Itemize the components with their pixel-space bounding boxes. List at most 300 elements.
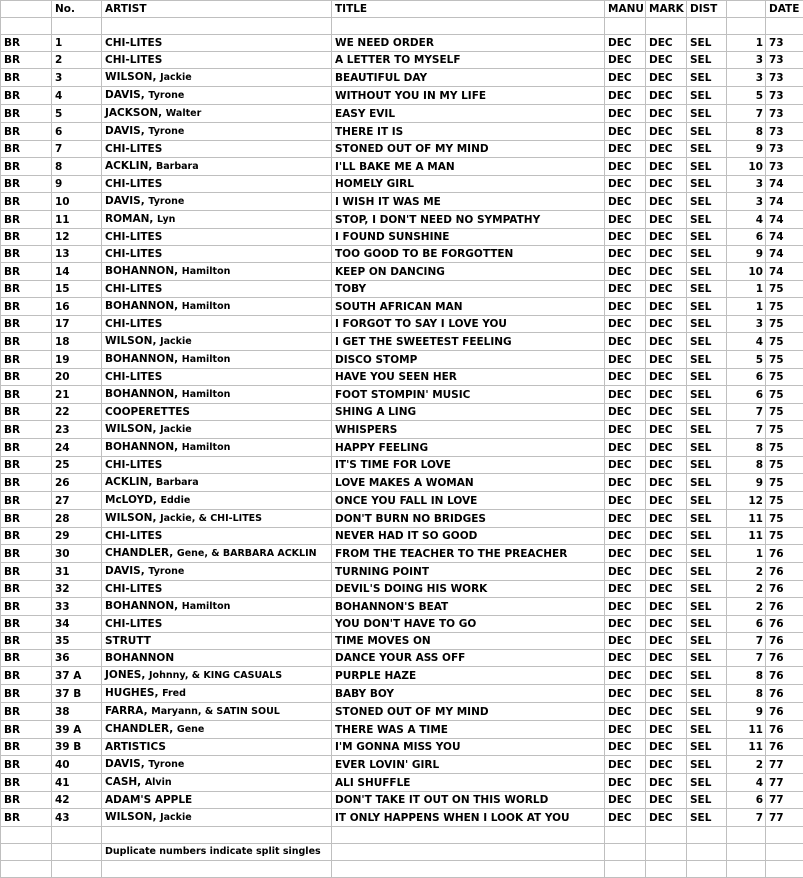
cell[interactable] [102, 861, 332, 878]
manu-cell[interactable]: DEC [605, 123, 646, 141]
label-cell[interactable]: BR [1, 386, 52, 404]
month-cell[interactable]: 9 [727, 474, 766, 492]
header-cell-dist[interactable]: DIST [687, 1, 727, 18]
mark-cell[interactable]: DEC [646, 193, 687, 211]
mark-cell[interactable]: DEC [646, 333, 687, 351]
manu-cell[interactable]: DEC [605, 281, 646, 298]
label-cell[interactable]: BR [1, 510, 52, 528]
artist-cell[interactable] [102, 298, 332, 316]
header-cell-month[interactable] [727, 1, 766, 18]
mark-cell[interactable]: DEC [646, 263, 687, 281]
month-cell[interactable]: 1 [727, 298, 766, 316]
year-cell[interactable]: 73 [766, 87, 803, 105]
note-cell[interactable]: Duplicate numbers indicate split singles [102, 844, 332, 861]
label-cell[interactable]: BR [1, 87, 52, 105]
title-cell[interactable]: DON'T TAKE IT OUT ON THIS WORLD [332, 792, 605, 809]
month-cell[interactable]: 6 [727, 792, 766, 809]
label-cell[interactable]: BR [1, 739, 52, 756]
mark-cell[interactable]: DEC [646, 650, 687, 667]
title-cell[interactable]: I FOUND SUNSHINE [332, 229, 605, 246]
label-cell[interactable]: BR [1, 492, 52, 510]
cell[interactable] [766, 18, 803, 35]
manu-cell[interactable]: DEC [605, 69, 646, 87]
artist-cell[interactable] [102, 685, 332, 703]
dist-cell[interactable]: SEL [687, 421, 727, 439]
label-cell[interactable]: BR [1, 581, 52, 598]
title-cell[interactable]: ALI SHUFFLE [332, 774, 605, 792]
number-cell[interactable]: 1 [52, 35, 102, 52]
dist-cell[interactable]: SEL [687, 176, 727, 193]
year-cell[interactable]: 73 [766, 158, 803, 176]
month-cell[interactable]: 6 [727, 229, 766, 246]
label-cell[interactable]: BR [1, 141, 52, 158]
artist-cell[interactable] [102, 492, 332, 510]
month-cell[interactable]: 6 [727, 616, 766, 633]
month-cell[interactable]: 11 [727, 510, 766, 528]
cell[interactable] [646, 18, 687, 35]
year-cell[interactable]: 76 [766, 685, 803, 703]
year-cell[interactable]: 76 [766, 563, 803, 581]
cell[interactable] [766, 861, 803, 878]
title-cell[interactable]: TIME MOVES ON [332, 633, 605, 650]
cell[interactable] [332, 827, 605, 844]
dist-cell[interactable]: SEL [687, 581, 727, 598]
cell[interactable] [727, 18, 766, 35]
dist-cell[interactable]: SEL [687, 633, 727, 650]
header-cell-title[interactable]: TITLE [332, 1, 605, 18]
month-cell[interactable]: 9 [727, 703, 766, 721]
manu-cell[interactable]: DEC [605, 421, 646, 439]
label-cell[interactable]: BR [1, 685, 52, 703]
label-cell[interactable]: BR [1, 616, 52, 633]
artist-cell[interactable] [102, 667, 332, 685]
year-cell[interactable]: 74 [766, 193, 803, 211]
label-cell[interactable]: BR [1, 439, 52, 457]
month-cell[interactable]: 1 [727, 281, 766, 298]
year-cell[interactable]: 75 [766, 333, 803, 351]
cell[interactable] [102, 827, 332, 844]
label-cell[interactable]: BR [1, 211, 52, 229]
dist-cell[interactable]: SEL [687, 650, 727, 667]
dist-cell[interactable]: SEL [687, 263, 727, 281]
artist-cell[interactable] [102, 193, 332, 211]
title-cell[interactable]: IT ONLY HAPPENS WHEN I LOOK AT YOU [332, 809, 605, 827]
cell[interactable] [766, 827, 803, 844]
month-cell[interactable]: 4 [727, 333, 766, 351]
label-cell[interactable]: BR [1, 667, 52, 685]
mark-cell[interactable]: DEC [646, 351, 687, 369]
mark-cell[interactable]: DEC [646, 563, 687, 581]
title-cell[interactable]: I'M GONNA MISS YOU [332, 739, 605, 756]
year-cell[interactable]: 75 [766, 281, 803, 298]
manu-cell[interactable]: DEC [605, 105, 646, 123]
manu-cell[interactable]: DEC [605, 492, 646, 510]
dist-cell[interactable]: SEL [687, 563, 727, 581]
year-cell[interactable]: 76 [766, 633, 803, 650]
year-cell[interactable]: 76 [766, 581, 803, 598]
title-cell[interactable]: WITHOUT YOU IN MY LIFE [332, 87, 605, 105]
year-cell[interactable]: 75 [766, 369, 803, 386]
year-cell[interactable]: 77 [766, 792, 803, 809]
mark-cell[interactable]: DEC [646, 176, 687, 193]
artist-cell[interactable] [102, 105, 332, 123]
manu-cell[interactable]: DEC [605, 333, 646, 351]
cell[interactable] [102, 18, 332, 35]
dist-cell[interactable]: SEL [687, 598, 727, 616]
manu-cell[interactable]: DEC [605, 774, 646, 792]
month-cell[interactable]: 7 [727, 404, 766, 421]
header-cell-date[interactable]: DATE [766, 1, 803, 18]
label-cell[interactable]: BR [1, 35, 52, 52]
year-cell[interactable]: 75 [766, 510, 803, 528]
cell[interactable] [687, 844, 727, 861]
year-cell[interactable]: 74 [766, 263, 803, 281]
month-cell[interactable]: 6 [727, 369, 766, 386]
number-cell[interactable]: 6 [52, 123, 102, 141]
mark-cell[interactable]: DEC [646, 298, 687, 316]
dist-cell[interactable]: SEL [687, 739, 727, 756]
cell[interactable] [727, 861, 766, 878]
number-cell[interactable]: 39 A [52, 721, 102, 739]
dist-cell[interactable]: SEL [687, 123, 727, 141]
manu-cell[interactable]: DEC [605, 404, 646, 421]
title-cell[interactable]: SOUTH AFRICAN MAN [332, 298, 605, 316]
year-cell[interactable]: 75 [766, 439, 803, 457]
cell[interactable] [1, 861, 52, 878]
dist-cell[interactable]: SEL [687, 404, 727, 421]
number-cell[interactable]: 22 [52, 404, 102, 421]
cell[interactable] [646, 861, 687, 878]
manu-cell[interactable]: DEC [605, 369, 646, 386]
artist-cell[interactable] [102, 598, 332, 616]
number-cell[interactable]: 3 [52, 69, 102, 87]
title-cell[interactable]: THERE WAS A TIME [332, 721, 605, 739]
mark-cell[interactable]: DEC [646, 35, 687, 52]
number-cell[interactable]: 37 B [52, 685, 102, 703]
number-cell[interactable]: 35 [52, 633, 102, 650]
dist-cell[interactable]: SEL [687, 193, 727, 211]
manu-cell[interactable]: DEC [605, 141, 646, 158]
artist-cell[interactable] [102, 351, 332, 369]
mark-cell[interactable]: DEC [646, 386, 687, 404]
number-cell[interactable]: 31 [52, 563, 102, 581]
title-cell[interactable]: DON'T BURN NO BRIDGES [332, 510, 605, 528]
year-cell[interactable]: 76 [766, 739, 803, 756]
month-cell[interactable]: 4 [727, 211, 766, 229]
title-cell[interactable]: HAVE YOU SEEN HER [332, 369, 605, 386]
cell[interactable] [766, 844, 803, 861]
artist-cell[interactable] [102, 474, 332, 492]
label-cell[interactable]: BR [1, 229, 52, 246]
label-cell[interactable]: BR [1, 598, 52, 616]
mark-cell[interactable]: DEC [646, 211, 687, 229]
dist-cell[interactable]: SEL [687, 35, 727, 52]
month-cell[interactable]: 2 [727, 756, 766, 774]
artist-cell[interactable] [102, 281, 332, 298]
mark-cell[interactable]: DEC [646, 492, 687, 510]
month-cell[interactable]: 8 [727, 439, 766, 457]
number-cell[interactable]: 9 [52, 176, 102, 193]
dist-cell[interactable]: SEL [687, 281, 727, 298]
mark-cell[interactable]: DEC [646, 739, 687, 756]
month-cell[interactable]: 6 [727, 386, 766, 404]
artist-cell[interactable] [102, 510, 332, 528]
artist-cell[interactable] [102, 457, 332, 474]
mark-cell[interactable]: DEC [646, 685, 687, 703]
manu-cell[interactable]: DEC [605, 474, 646, 492]
title-cell[interactable]: TURNING POINT [332, 563, 605, 581]
dist-cell[interactable]: SEL [687, 545, 727, 563]
title-cell[interactable]: TOBY [332, 281, 605, 298]
label-cell[interactable]: BR [1, 721, 52, 739]
mark-cell[interactable]: DEC [646, 87, 687, 105]
cell[interactable] [52, 861, 102, 878]
title-cell[interactable]: BOHANNON'S BEAT [332, 598, 605, 616]
manu-cell[interactable]: DEC [605, 616, 646, 633]
artist-cell[interactable] [102, 563, 332, 581]
dist-cell[interactable]: SEL [687, 141, 727, 158]
artist-cell[interactable] [102, 386, 332, 404]
mark-cell[interactable]: DEC [646, 792, 687, 809]
label-cell[interactable]: BR [1, 774, 52, 792]
dist-cell[interactable]: SEL [687, 510, 727, 528]
manu-cell[interactable]: DEC [605, 650, 646, 667]
month-cell[interactable]: 8 [727, 667, 766, 685]
artist-cell[interactable] [102, 633, 332, 650]
year-cell[interactable]: 76 [766, 650, 803, 667]
year-cell[interactable]: 73 [766, 123, 803, 141]
mark-cell[interactable]: DEC [646, 809, 687, 827]
manu-cell[interactable]: DEC [605, 739, 646, 756]
month-cell[interactable]: 8 [727, 685, 766, 703]
month-cell[interactable]: 1 [727, 35, 766, 52]
artist-cell[interactable] [102, 616, 332, 633]
month-cell[interactable]: 8 [727, 123, 766, 141]
month-cell[interactable]: 3 [727, 193, 766, 211]
title-cell[interactable]: TOO GOOD TO BE FORGOTTEN [332, 246, 605, 263]
year-cell[interactable]: 75 [766, 492, 803, 510]
number-cell[interactable]: 23 [52, 421, 102, 439]
number-cell[interactable]: 16 [52, 298, 102, 316]
cell[interactable] [52, 18, 102, 35]
label-cell[interactable]: BR [1, 316, 52, 333]
artist-cell[interactable] [102, 421, 332, 439]
dist-cell[interactable]: SEL [687, 492, 727, 510]
cell[interactable] [332, 18, 605, 35]
label-cell[interactable]: BR [1, 105, 52, 123]
number-cell[interactable]: 12 [52, 229, 102, 246]
mark-cell[interactable]: DEC [646, 528, 687, 545]
artist-cell[interactable] [102, 703, 332, 721]
dist-cell[interactable]: SEL [687, 439, 727, 457]
title-cell[interactable]: I WISH IT WAS ME [332, 193, 605, 211]
number-cell[interactable]: 29 [52, 528, 102, 545]
cell[interactable] [727, 844, 766, 861]
number-cell[interactable]: 37 A [52, 667, 102, 685]
number-cell[interactable]: 7 [52, 141, 102, 158]
manu-cell[interactable]: DEC [605, 545, 646, 563]
month-cell[interactable]: 10 [727, 263, 766, 281]
label-cell[interactable]: BR [1, 756, 52, 774]
mark-cell[interactable]: DEC [646, 616, 687, 633]
label-cell[interactable]: BR [1, 369, 52, 386]
year-cell[interactable]: 75 [766, 421, 803, 439]
month-cell[interactable]: 11 [727, 528, 766, 545]
number-cell[interactable]: 13 [52, 246, 102, 263]
cell[interactable] [332, 844, 605, 861]
manu-cell[interactable]: DEC [605, 229, 646, 246]
manu-cell[interactable]: DEC [605, 298, 646, 316]
number-cell[interactable]: 2 [52, 52, 102, 69]
year-cell[interactable]: 76 [766, 667, 803, 685]
title-cell[interactable]: WHISPERS [332, 421, 605, 439]
year-cell[interactable]: 76 [766, 721, 803, 739]
artist-cell[interactable] [102, 439, 332, 457]
dist-cell[interactable]: SEL [687, 52, 727, 69]
manu-cell[interactable]: DEC [605, 35, 646, 52]
dist-cell[interactable]: SEL [687, 792, 727, 809]
manu-cell[interactable]: DEC [605, 510, 646, 528]
dist-cell[interactable]: SEL [687, 369, 727, 386]
mark-cell[interactable]: DEC [646, 316, 687, 333]
month-cell[interactable]: 12 [727, 492, 766, 510]
manu-cell[interactable]: DEC [605, 193, 646, 211]
artist-cell[interactable] [102, 333, 332, 351]
label-cell[interactable]: BR [1, 351, 52, 369]
number-cell[interactable]: 24 [52, 439, 102, 457]
month-cell[interactable]: 7 [727, 809, 766, 827]
cell[interactable] [727, 827, 766, 844]
label-cell[interactable]: BR [1, 650, 52, 667]
month-cell[interactable]: 7 [727, 105, 766, 123]
label-cell[interactable]: BR [1, 193, 52, 211]
manu-cell[interactable]: DEC [605, 246, 646, 263]
mark-cell[interactable]: DEC [646, 598, 687, 616]
number-cell[interactable]: 42 [52, 792, 102, 809]
manu-cell[interactable]: DEC [605, 457, 646, 474]
dist-cell[interactable]: SEL [687, 685, 727, 703]
number-cell[interactable]: 10 [52, 193, 102, 211]
year-cell[interactable]: 73 [766, 105, 803, 123]
manu-cell[interactable]: DEC [605, 211, 646, 229]
mark-cell[interactable]: DEC [646, 123, 687, 141]
artist-cell[interactable] [102, 721, 332, 739]
number-cell[interactable]: 27 [52, 492, 102, 510]
mark-cell[interactable]: DEC [646, 581, 687, 598]
artist-cell[interactable] [102, 87, 332, 105]
cell[interactable] [605, 844, 646, 861]
cell[interactable] [605, 861, 646, 878]
number-cell[interactable]: 33 [52, 598, 102, 616]
month-cell[interactable]: 1 [727, 545, 766, 563]
dist-cell[interactable]: SEL [687, 774, 727, 792]
artist-cell[interactable] [102, 774, 332, 792]
dist-cell[interactable]: SEL [687, 667, 727, 685]
cell[interactable] [687, 861, 727, 878]
month-cell[interactable]: 3 [727, 69, 766, 87]
artist-cell[interactable] [102, 158, 332, 176]
mark-cell[interactable]: DEC [646, 69, 687, 87]
dist-cell[interactable]: SEL [687, 69, 727, 87]
artist-cell[interactable] [102, 35, 332, 52]
title-cell[interactable]: EASY EVIL [332, 105, 605, 123]
manu-cell[interactable]: DEC [605, 316, 646, 333]
artist-cell[interactable] [102, 123, 332, 141]
number-cell[interactable]: 26 [52, 474, 102, 492]
dist-cell[interactable]: SEL [687, 756, 727, 774]
title-cell[interactable]: HOMELY GIRL [332, 176, 605, 193]
title-cell[interactable]: FOOT STOMPIN' MUSIC [332, 386, 605, 404]
manu-cell[interactable]: DEC [605, 685, 646, 703]
dist-cell[interactable]: SEL [687, 246, 727, 263]
manu-cell[interactable]: DEC [605, 809, 646, 827]
cell[interactable] [687, 827, 727, 844]
label-cell[interactable]: BR [1, 158, 52, 176]
cell[interactable] [52, 827, 102, 844]
dist-cell[interactable]: SEL [687, 87, 727, 105]
title-cell[interactable]: SHING A LING [332, 404, 605, 421]
mark-cell[interactable]: DEC [646, 633, 687, 650]
month-cell[interactable]: 9 [727, 141, 766, 158]
year-cell[interactable]: 75 [766, 528, 803, 545]
month-cell[interactable]: 10 [727, 158, 766, 176]
number-cell[interactable]: 19 [52, 351, 102, 369]
year-cell[interactable]: 77 [766, 809, 803, 827]
title-cell[interactable]: KEEP ON DANCING [332, 263, 605, 281]
mark-cell[interactable]: DEC [646, 667, 687, 685]
label-cell[interactable]: BR [1, 404, 52, 421]
title-cell[interactable]: A LETTER TO MYSELF [332, 52, 605, 69]
dist-cell[interactable]: SEL [687, 703, 727, 721]
artist-cell[interactable] [102, 739, 332, 756]
title-cell[interactable]: STOP, I DON'T NEED NO SYMPATHY [332, 211, 605, 229]
label-cell[interactable]: BR [1, 809, 52, 827]
year-cell[interactable]: 75 [766, 351, 803, 369]
year-cell[interactable]: 75 [766, 386, 803, 404]
manu-cell[interactable]: DEC [605, 263, 646, 281]
year-cell[interactable]: 74 [766, 246, 803, 263]
number-cell[interactable]: 5 [52, 105, 102, 123]
artist-cell[interactable] [102, 545, 332, 563]
number-cell[interactable]: 38 [52, 703, 102, 721]
artist-cell[interactable] [102, 809, 332, 827]
label-cell[interactable]: BR [1, 176, 52, 193]
artist-cell[interactable] [102, 404, 332, 421]
artist-cell[interactable] [102, 756, 332, 774]
label-cell[interactable]: BR [1, 528, 52, 545]
number-cell[interactable]: 41 [52, 774, 102, 792]
artist-cell[interactable] [102, 369, 332, 386]
header-cell-mark[interactable]: MARK [646, 1, 687, 18]
title-cell[interactable]: LOVE MAKES A WOMAN [332, 474, 605, 492]
cell[interactable] [605, 18, 646, 35]
label-cell[interactable]: BR [1, 281, 52, 298]
number-cell[interactable]: 17 [52, 316, 102, 333]
header-cell-no[interactable]: No. [52, 1, 102, 18]
mark-cell[interactable]: DEC [646, 158, 687, 176]
dist-cell[interactable]: SEL [687, 386, 727, 404]
cell[interactable] [646, 844, 687, 861]
year-cell[interactable]: 74 [766, 229, 803, 246]
number-cell[interactable]: 14 [52, 263, 102, 281]
title-cell[interactable]: I'LL BAKE ME A MAN [332, 158, 605, 176]
title-cell[interactable]: FROM THE TEACHER TO THE PREACHER [332, 545, 605, 563]
month-cell[interactable]: 2 [727, 598, 766, 616]
year-cell[interactable]: 74 [766, 211, 803, 229]
month-cell[interactable]: 9 [727, 246, 766, 263]
mark-cell[interactable]: DEC [646, 510, 687, 528]
manu-cell[interactable]: DEC [605, 52, 646, 69]
